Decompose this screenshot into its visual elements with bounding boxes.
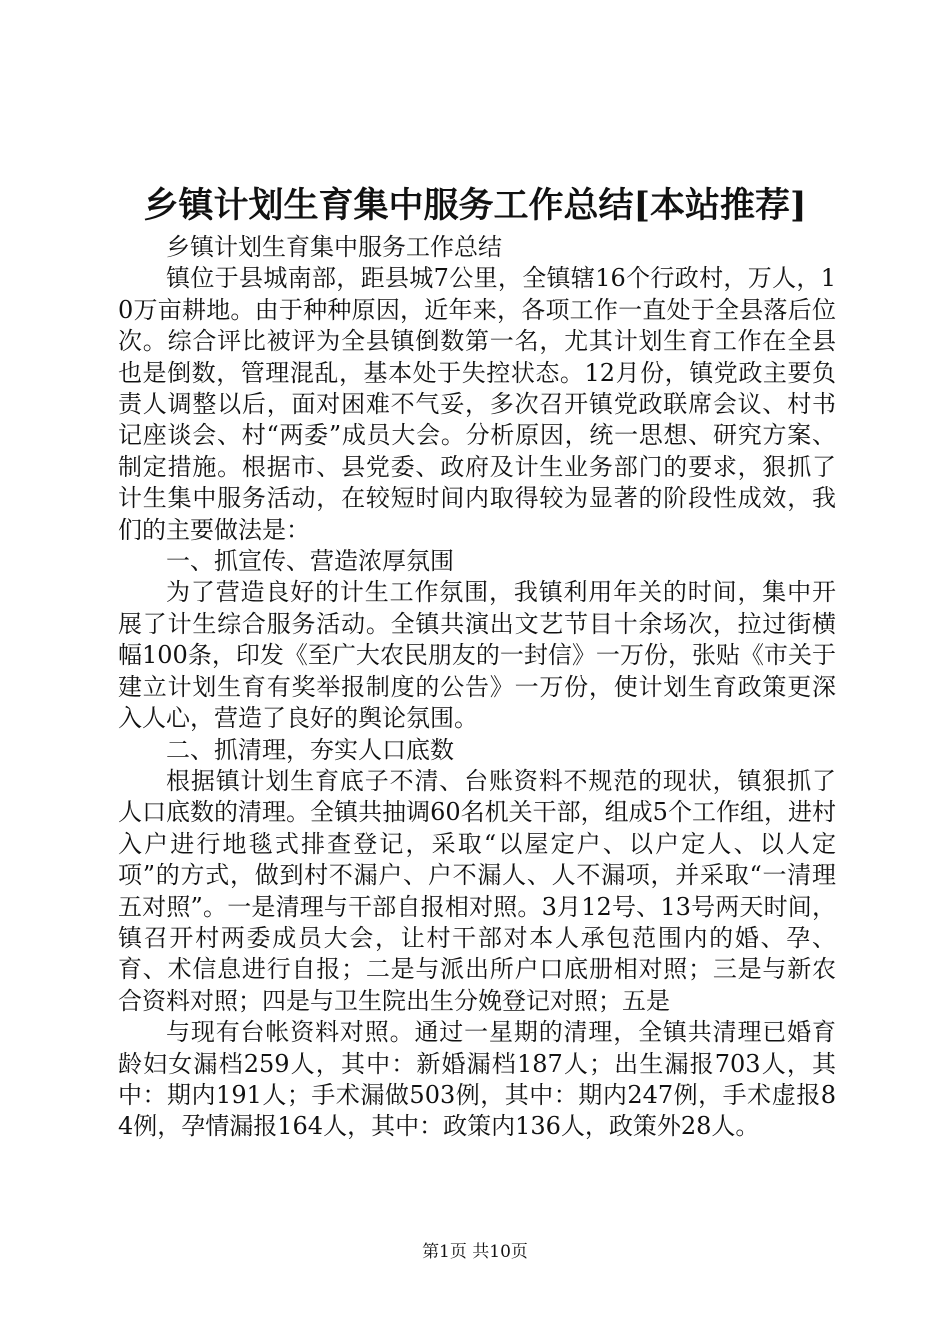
intro-paragraph: 镇位于县城南部，距县城7公里，全镇辖16个行政村，万人，10万亩耕地。由于种种原因，近年来，各项工作一直处于全县落后位次。综合评比被评为全县镇倒数第一名，尤其计划生育工作在全县也是倒数，管理混乱，基本处于失控状态。12月份，镇党政主要负责人调整以后，面对困难不气妥，多次召开镇党政联席会议、村书记座谈会、村“两委”成员大会。分析原因，统一思想、研究方案、制定措施。根据市、县党委、政府及计生业务部门的要求，狠抓了计生集中服务活动，在较短时间内取得较为显著的阶段性成效，我们的主要做法是： bbox=[118, 264, 836, 544]
section-paragraph-1: 为了营造良好的计生工作氛围，我镇利用年关的时间，集中开展了计生综合服务活动。全镇共演出文艺节目十余场次，拉过街横幅100条，印发《至广大农民朋友的一封信》一万份，张贴《市关于建立计划生育有奖举报制度的公告》一万份，使计划生育政策更深入人心，营造了良好的舆论氛围。 bbox=[118, 578, 836, 733]
section-paragraph-3: 与现有台帐资料对照。通过一星期的清理，全镇共清理已婚育龄妇女漏档259人，其中：新婚漏档187人；出生漏报703人，其中：期内191人；手术漏做503例，其中：期内247例，手术虚报84例，孕情漏报164人，其中：政策内136人，政策外28人。 bbox=[118, 1018, 836, 1141]
document-body bbox=[118, 232, 836, 1143]
page-number-footer: 第1页 共10页 bbox=[422, 1242, 528, 1262]
section-heading-1: 一、抓宣传、营造浓厚氛围 bbox=[166, 547, 454, 576]
section-paragraph-2: 根据镇计划生育底子不清、台账资料不规范的现状，镇狠抓了人口底数的清理。全镇共抽调60名机关干部，组成5个工作组，进村入户进行地毯式排查登记，采取“以屋定户、以户定人、以人定项”的方式，做到村不漏户、户不漏人、人不漏项，并采取“一清理五对照”。一是清理与干部自报相对照。3月12号、13号两天时间，镇召开村两委成员大会，让村干部对本人承包范围内的婚、孕、育、术信息进行自报；二是与派出所户口底册相对照；三是与新农合资料对照；四是与卫生院出生分娩登记对照；五是 bbox=[118, 766, 836, 1015]
subtitle-paragraph: 乡镇计划生育集中服务工作总结 bbox=[166, 233, 502, 261]
section-heading-2: 二、抓清理，夯实人口底数 bbox=[166, 735, 454, 764]
document-title: 乡镇计划生育集中服务工作总结[本站推荐] bbox=[143, 185, 807, 226]
